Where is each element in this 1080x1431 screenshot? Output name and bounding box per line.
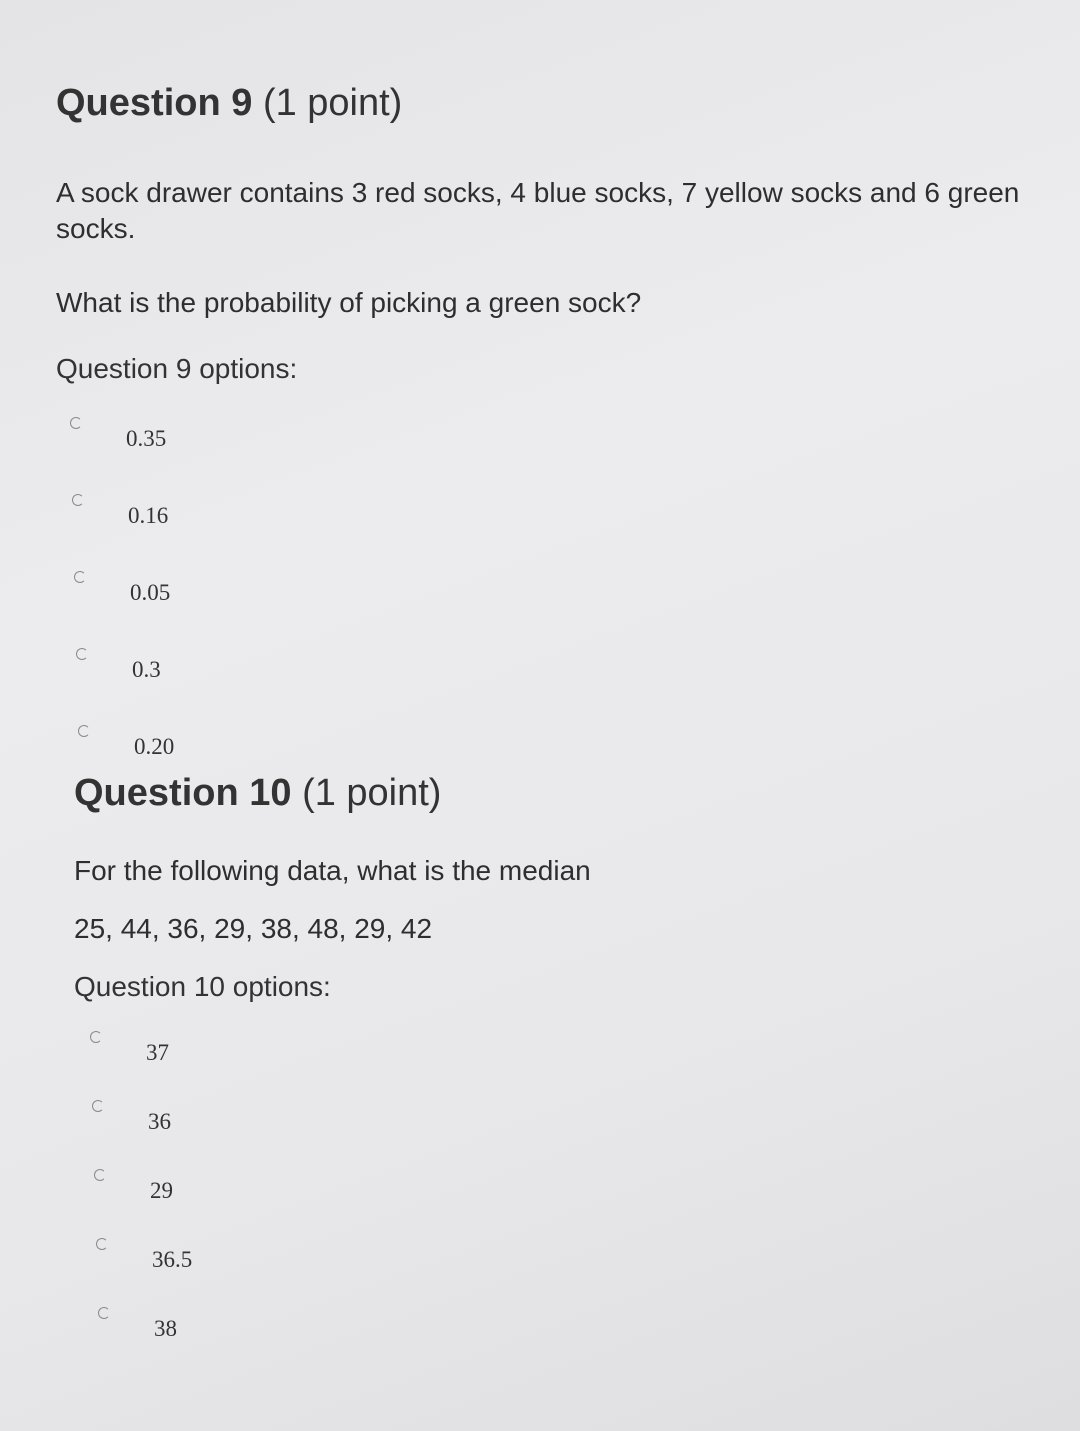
question-10-option-4[interactable]: [74, 1238, 1034, 1307]
option-label: 36: [148, 1109, 171, 1134]
question-10-data-values: 25, 44, 36, 29, 38, 48, 29, 42: [74, 913, 433, 944]
question-10-option-5[interactable]: [74, 1307, 1034, 1376]
question-9-points: (1 point): [262, 82, 403, 124]
radio-button-icon[interactable]: [94, 1169, 106, 1181]
radio-button-icon[interactable]: [76, 648, 88, 660]
question-10-option-1[interactable]: [74, 1031, 1034, 1100]
question-10-number: Question 10: [74, 772, 292, 814]
option-label: 0.05: [130, 580, 171, 605]
question-9-options-label: Question 9 options:: [56, 353, 298, 384]
question-9-option-2[interactable]: [56, 494, 1046, 571]
question-9-stem-text: A sock drawer contains 3 red socks, 4 blue socks, 7 yellow socks and 6 green socks.: [56, 177, 1020, 244]
option-label: 29: [150, 1178, 173, 1203]
option-label: 38: [154, 1316, 177, 1341]
radio-button-icon[interactable]: [98, 1307, 110, 1319]
question-9-option-3[interactable]: [56, 571, 1046, 648]
question-9-prompt: What is the probability of picking a green sock?: [56, 287, 642, 318]
question-9-number: Question 9: [56, 82, 253, 124]
question-9-options: [56, 417, 1046, 802]
option-label: 0.35: [126, 426, 167, 451]
radio-button-icon[interactable]: [70, 417, 82, 429]
question-10-options-label: Question 10 options:: [74, 971, 331, 1002]
question-10-stem-text: For the following data, what is the median: [74, 855, 591, 886]
question-9-option-1[interactable]: [56, 417, 1046, 494]
radio-button-icon[interactable]: [90, 1031, 102, 1043]
option-label: 0.3: [132, 657, 161, 682]
question-9-heading: [56, 82, 1046, 125]
question-10: [74, 772, 1034, 1376]
radio-button-icon[interactable]: [78, 725, 90, 737]
question-10-points: (1 point): [302, 772, 442, 814]
option-label: 36.5: [152, 1247, 193, 1272]
radio-button-icon[interactable]: [74, 571, 86, 583]
option-label: 0.16: [128, 503, 169, 528]
option-label: 0.20: [134, 734, 175, 759]
question-10-option-3[interactable]: [74, 1169, 1034, 1238]
question-9: [56, 82, 1046, 802]
question-10-option-2[interactable]: [74, 1100, 1034, 1169]
option-label: 37: [146, 1040, 169, 1065]
question-10-options: [74, 1031, 1034, 1376]
question-10-heading: [74, 772, 1034, 815]
radio-button-icon[interactable]: [96, 1238, 108, 1250]
radio-button-icon[interactable]: [72, 494, 84, 506]
radio-button-icon[interactable]: [92, 1100, 104, 1112]
question-9-option-4[interactable]: [56, 648, 1046, 725]
